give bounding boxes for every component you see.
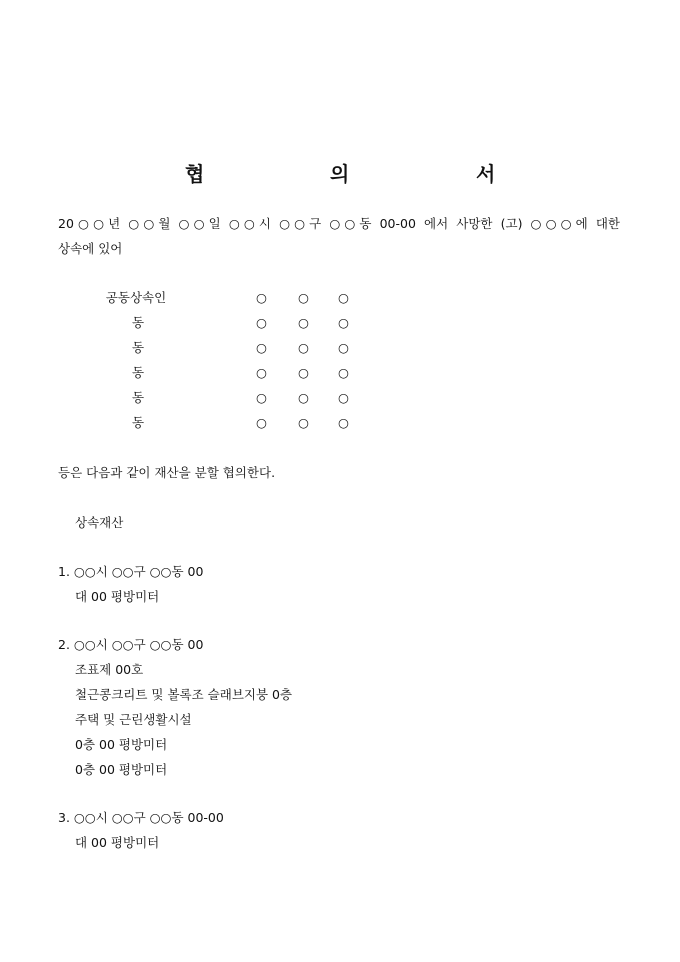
- title-char: 협: [185, 162, 205, 186]
- heir-mark: ○: [338, 390, 349, 405]
- heir-mark: ○: [298, 290, 309, 305]
- estate-heading: 상속재산: [75, 515, 124, 530]
- heir-mark: ○: [338, 415, 349, 430]
- item-line: 주택 및 근린생활시설: [75, 712, 192, 727]
- intro-line-1: 20○○년 ○○월 ○○일 ○○시 ○○구 ○○동 00-00 에서 사망한 (고) ○○○에 대한: [58, 216, 620, 231]
- heir-row: [0, 290, 680, 306]
- heir-label: 동: [131, 340, 145, 355]
- item-line: 0층 00 평방미터: [75, 762, 168, 777]
- heir-label: 동: [131, 315, 145, 330]
- title-char: 서: [476, 162, 496, 186]
- heir-mark: ○: [256, 415, 267, 430]
- item-line: 조표제 00호: [75, 662, 144, 677]
- item-line: 대 00 평방미터: [75, 835, 160, 850]
- item-line: 철근콩크리트 및 볼록조 슬래브지붕 0층: [75, 687, 293, 702]
- agreement-text: 등은 다음과 같이 재산을 분할 협의한다.: [58, 465, 276, 480]
- item-heading: 1. ○○시 ○○구 ○○동 00: [58, 564, 204, 579]
- item-heading: 3. ○○시 ○○구 ○○동 00-00: [58, 810, 224, 825]
- heir-mark: ○: [256, 340, 267, 355]
- heir-row: [0, 315, 680, 331]
- document-title: [0, 158, 680, 184]
- item-line: 대 00 평방미터: [75, 589, 160, 604]
- heir-label: 동: [131, 390, 145, 405]
- heir-label: 동: [131, 365, 145, 380]
- heir-row: [0, 390, 680, 406]
- heir-mark: ○: [256, 365, 267, 380]
- heir-mark: ○: [338, 315, 349, 330]
- heir-label: 공동상속인: [105, 290, 167, 305]
- heir-mark: ○: [298, 415, 309, 430]
- item-heading: 2. ○○시 ○○구 ○○동 00: [58, 637, 204, 652]
- intro-line-2: 상속에 있어: [58, 241, 123, 256]
- heir-mark: ○: [298, 390, 309, 405]
- item-line: 0층 00 평방미터: [75, 737, 168, 752]
- heir-row: [0, 340, 680, 356]
- heir-mark: ○: [338, 340, 349, 355]
- heir-row: [0, 415, 680, 431]
- heir-mark: ○: [338, 365, 349, 380]
- heir-mark: ○: [298, 340, 309, 355]
- heir-mark: ○: [256, 315, 267, 330]
- heir-mark: ○: [256, 390, 267, 405]
- title-char: 의: [330, 162, 350, 186]
- heir-label: 동: [131, 415, 145, 430]
- heir-mark: ○: [338, 290, 349, 305]
- heir-row: [0, 365, 680, 381]
- heir-mark: ○: [256, 290, 267, 305]
- heir-mark: ○: [298, 315, 309, 330]
- heir-mark: ○: [298, 365, 309, 380]
